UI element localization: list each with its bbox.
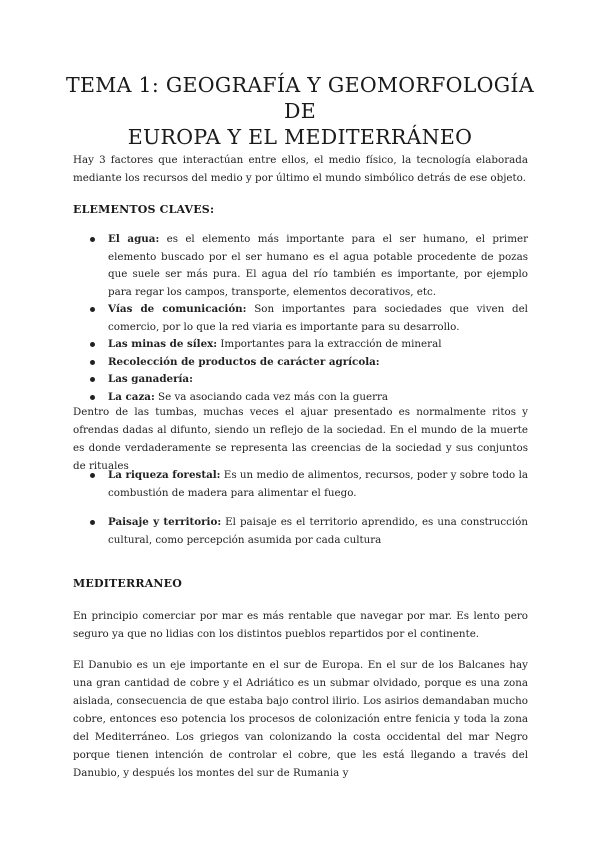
extra-list-1 (88, 467, 528, 502)
mediterraneo-paragraph-2: El Danubio es un eje importante en el sur de Europa. En el sur de los Balcanes hay una gran cantidad de cobre y el Adriático es un submar olvidado, porque es una zona aislada, consecuencia de que estaba bajo control ilirio. Los asirios demandaban mucho cobre, entonces eso potencia los procesos de colonización entre fenicia y toda la zona del Mediterráneo. Los griegos van colonizando la costa occidental del mar Negro porque tienen intención de controlar el cobre, que les está llegando a través del Danubio, y después los montes del sur de Rumania y (73, 659, 528, 779)
list-item-text: Se va asociando cada vez más con la guerra (154, 390, 389, 403)
list-item (88, 514, 528, 549)
list-item-term: El agua: (108, 233, 160, 245)
tumbas-paragraph: Dentro de las tumbas, muchas veces el ajuar presentado es normalmente ritos y ofrendas dadas al difunto, siendo un reflejo de la sociedad. En el mundo de la muerte es donde verdaderamente se representa las creencias de la sociedad y sus conjuntos de rituales (73, 406, 528, 472)
title-line-1: TEMA 1: GEOGRAFÍA Y GEOMORFOLOGÍA DE (66, 73, 534, 123)
list-item (88, 231, 528, 301)
list-item (88, 354, 528, 372)
title-line-2: EUROPA Y EL MEDITERRÁNEO (127, 125, 473, 149)
list-item-text: Es un medio de alimentos, recursos, poder y sobre todo la combustión de madera para alimentar el fuego. (108, 469, 529, 499)
list-item-term: Las ganadería: (108, 373, 193, 385)
page-title (60, 72, 540, 150)
list-item-term: Las minas de sílex: (108, 338, 218, 350)
list-item-text: es el elemento más importante para el ser humano, el primer elemento buscado por el ser humano es el agua potable procedente de pozas que suele ser más pura. El agua del río también es importante, por ejemplo para regar los campos, transporte, elementos decorativos, etc. (108, 233, 528, 298)
mediterraneo-heading: MEDITERRANEO (73, 577, 183, 590)
intro-paragraph: Hay 3 factores que interactúan entre ellos, el medio físico, la tecnología elaborada mediante los recursos del medio y por último el mundo simbólico detrás de ese objeto. (73, 154, 528, 184)
list-item-text: El paisaje es el territorio aprendido, es una construcción cultural, como percepción asumida por cada cultura (108, 516, 528, 546)
list-item-term: La riqueza forestal: (108, 469, 221, 481)
list-item-text: Son importantes para sociedades que viven del comercio, por lo que la red viaria es importante para su desarrollo. (108, 303, 528, 333)
list-item-term: Recolección de productos de carácter agrícola: (108, 355, 380, 368)
list-item-text: Importantes para la extracción de mineral (217, 338, 442, 350)
list-item-term: Vías de comunicación: (108, 303, 247, 315)
elementos-heading: ELEMENTOS CLAVES: (73, 203, 215, 216)
list-item (88, 301, 528, 336)
list-item (88, 467, 528, 502)
list-item (88, 336, 528, 354)
list-item-term: La caza: (108, 390, 155, 403)
mediterraneo-paragraph-1: En principio comerciar por mar es más rentable que navegar por mar. Es lento pero seguro ya que no lidias con los distintos pueblos repartidos por el continente. (73, 610, 528, 640)
elementos-list (88, 231, 528, 406)
list-item-term: Paisaje y territorio: (108, 516, 222, 528)
extra-list-2 (88, 514, 528, 549)
list-item (88, 371, 528, 389)
